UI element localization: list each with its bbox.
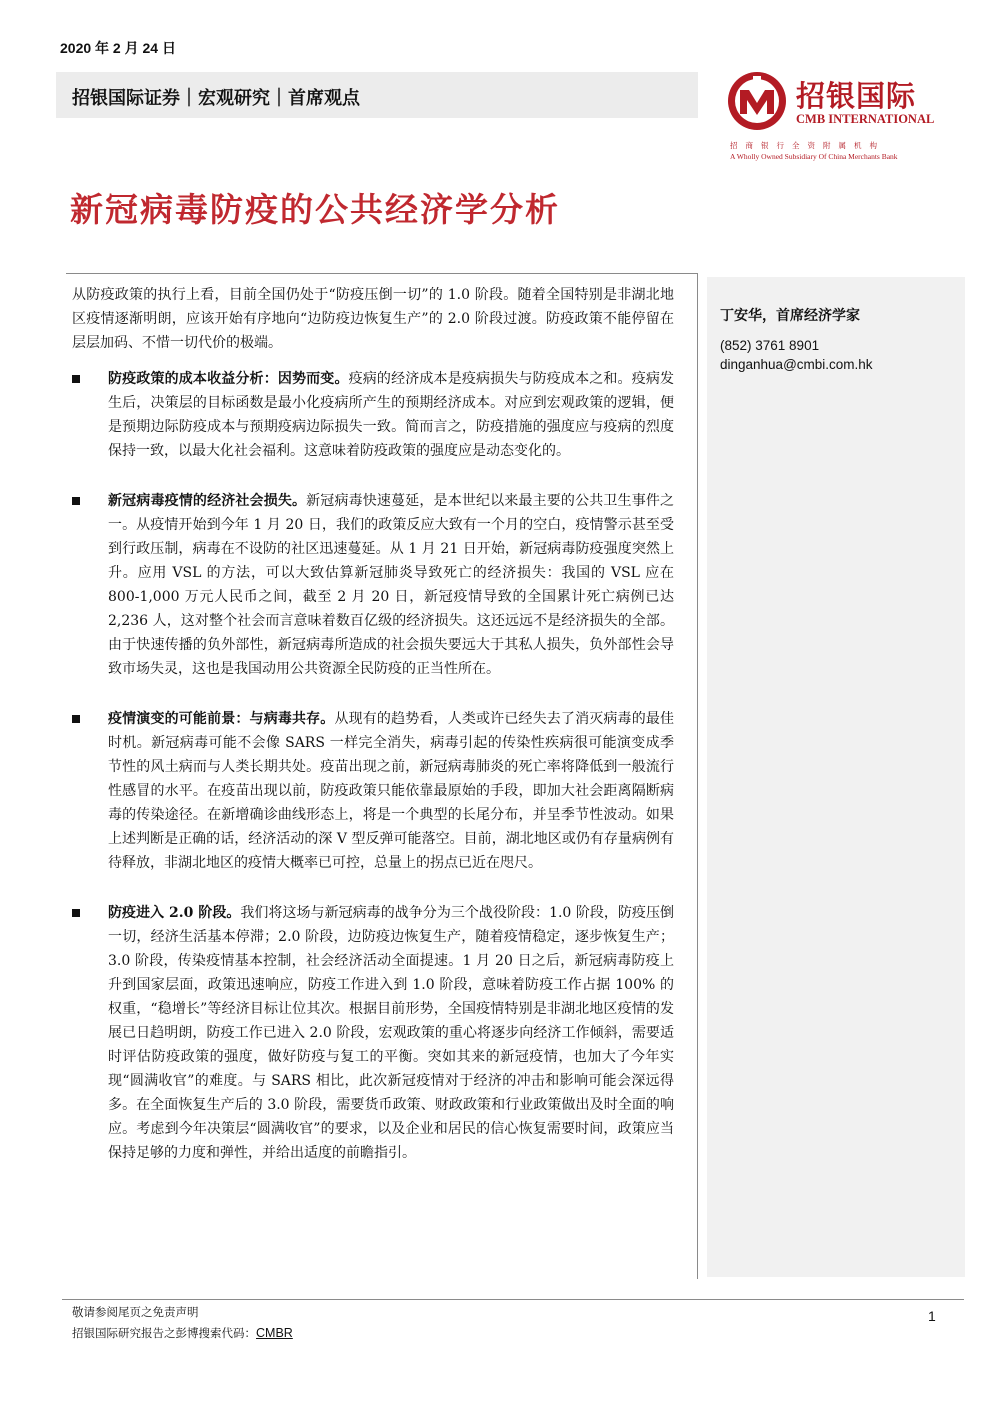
analyst-phone: (852) 3761 8901	[720, 338, 820, 353]
bullet-text: 从现有的趋势看，人类或许已经失去了消灭病毒的最佳时机。新冠病毒可能不会像 SARS 一样完全消失，病毒引起的传染性疾病很可能演变成季节性的风土病而与人类长期共处。疫苗出现之前，新冠病毒肺炎的死亡率将降低到一般流行性感冒的水平。在疫苗出现以前，防疫政策只能依靠最原始的手段，即加大社会距离隔断病毒的传染途径。在新增确诊曲线形态上，将是一个典型的长尾分布，并呈季节性波动。如果上述判断是正确的话，经济活动的深 V 型反弹可能落空。目前，湖北地区或仍有存量病例有待释放，非湖北地区的疫情大概率已可控，总量上的拐点已近在咫尺。	[108, 711, 675, 871]
report-body	[72, 283, 674, 1165]
bloomberg-search-code	[72, 1325, 293, 1341]
logo-subtitle-cn: 招商银行全资附属机构	[730, 141, 885, 150]
bullet-square-icon	[72, 715, 80, 723]
logo-subtitle-en: A Wholly Owned Subsidiary Of China Merchants Bank	[730, 152, 898, 161]
logo-name-cn: 招银国际	[796, 79, 917, 113]
search-code-link[interactable]: CMBR	[256, 1326, 293, 1340]
search-code-label: 招银国际研究报告之彭博搜索代码：	[72, 1326, 256, 1340]
analyst-email[interactable]: dinganhua@cmbi.com.hk	[720, 357, 873, 372]
report-title: 新冠病毒防疫的公共经济学分析	[70, 190, 560, 229]
bullet-text: 新冠病毒快速蔓延，是本世纪以来最主要的公共卫生事件之一。从疫情开始到今年 1 月 20 日，我们的政策反应大致有一个月的空白，疫情警示甚至受到行政压制，病毒在不设防的社区迅速蔓延。从 1 月 21 日开始，新冠病毒防疫强度突然上升。应用 VSL 的方法，可以大致估算新冠肺炎导致死亡的经济损失：我国的 VSL 应在 800-1,000 万元人民币之间，截至 2 月 20 日，新冠疫情导致的全国累计死亡病例已达 2,236 人，这对整个社会而言意味着数百亿级的经济损失。这还远远不是经济损失的全部。由于快速传播的负外部性，新冠病毒所造成的社会损失要远大于其私人损失，负外部性会导致市场失灵，这也是我国动用公共资源全民防疫的正当性所在。	[108, 493, 675, 677]
bullet-outlook	[72, 707, 674, 875]
bullet-square-icon	[72, 909, 80, 917]
report-date: 2020 年 2 月 24 日	[60, 40, 176, 56]
footer-rule	[62, 1299, 964, 1300]
analyst-sidebar	[707, 277, 965, 1277]
company-logo	[726, 68, 966, 168]
analyst-name: 丁安华，首席经济学家	[720, 308, 860, 324]
disclaimer-note: 敬请参阅尾页之免责声明	[72, 1305, 199, 1319]
bullet-square-icon	[72, 375, 80, 383]
bullet-phase-2	[72, 901, 674, 1165]
page-number: 1	[928, 1308, 936, 1324]
bullet-heading: 防疫政策的成本收益分析：因势而变。	[108, 371, 349, 387]
logo-name-en: CMB INTERNATIONAL	[796, 112, 935, 126]
bullet-heading: 疫情演变的可能前景：与病毒共存。	[108, 711, 335, 727]
bullet-text: 疫病的经济成本是疫病损失与防疫成本之和。疫病发生后，决策层的目标函数是最小化疫病所产生的预期经济成本。对应到宏观政策的逻辑，便是预期边际防疫成本与预期疫病边际损失一致。简而言之，防疫措施的强度应与疫病的烈度保持一致，以最大化社会福利。这意味着防疫政策的强度应是动态变化的。	[108, 371, 675, 459]
bullet-cost-benefit	[72, 367, 674, 463]
cmb-logo-icon	[726, 70, 788, 132]
bullet-text: 我们将这场与新冠病毒的战争分为三个战役阶段：1.0 阶段，防疫压倒一切，经济生活基本停滞；2.0 阶段，边防疫边恢复生产，随着疫情稳定，逐步恢复生产；3.0 阶段，传染疫情基本控制，社会经济活动全面提速。1 月 20 日之后，新冠病毒防疫上升到国家层面，政策迅速响应，防疫工作进入到 1.0 阶段，意味着防疫工作占据 100% 的权重，“稳增长”等经济目标让位其次。根据目前形势，全国疫情特别是非湖北地区疫情的发展已日趋明朗，防疫工作已进入 2.0 阶段，宏观政策的重心将逐步向经济工作倾斜，需要适时评估防疫政策的强度，做好防疫与复工的平衡。突如其来的新冠疫情，也加大了今年实现“圆满收官”的难度。与 SARS 相比，此次新冠疫情对于经济的冲击和影响可能会深远得多。在全面恢复生产后的 3.0 阶段，需要货币政策、财政政策和行业政策做出及时全面的响应。考虑到今年决策层“圆满收官”的要求，以及企业和居民的信心恢复需要时间，政策应当保持足够的力度和弹性，并给出适度的前瞻指引。	[108, 905, 674, 1161]
bullet-heading: 防疫进入 2.0 阶段。	[108, 905, 241, 921]
bullet-economic-loss	[72, 489, 674, 681]
content-top-rule	[66, 273, 698, 274]
breadcrumb: 招银国际证券｜宏观研究｜首席观点	[72, 88, 360, 109]
intro-paragraph: 从防疫政策的执行上看，目前全国仍处于“防疫压倒一切”的 1.0 阶段。随着全国特别是非湖北地区疫情逐渐明朗，应该开始有序地向“边防疫边恢复生产”的 2.0 阶段过渡。防疫政策不能停留在层层加码、不惜一切代价的极端。	[72, 287, 674, 351]
bullet-square-icon	[72, 497, 80, 505]
bullet-heading: 新冠病毒疫情的经济社会损失。	[108, 493, 307, 509]
content-right-rule	[697, 273, 698, 1279]
